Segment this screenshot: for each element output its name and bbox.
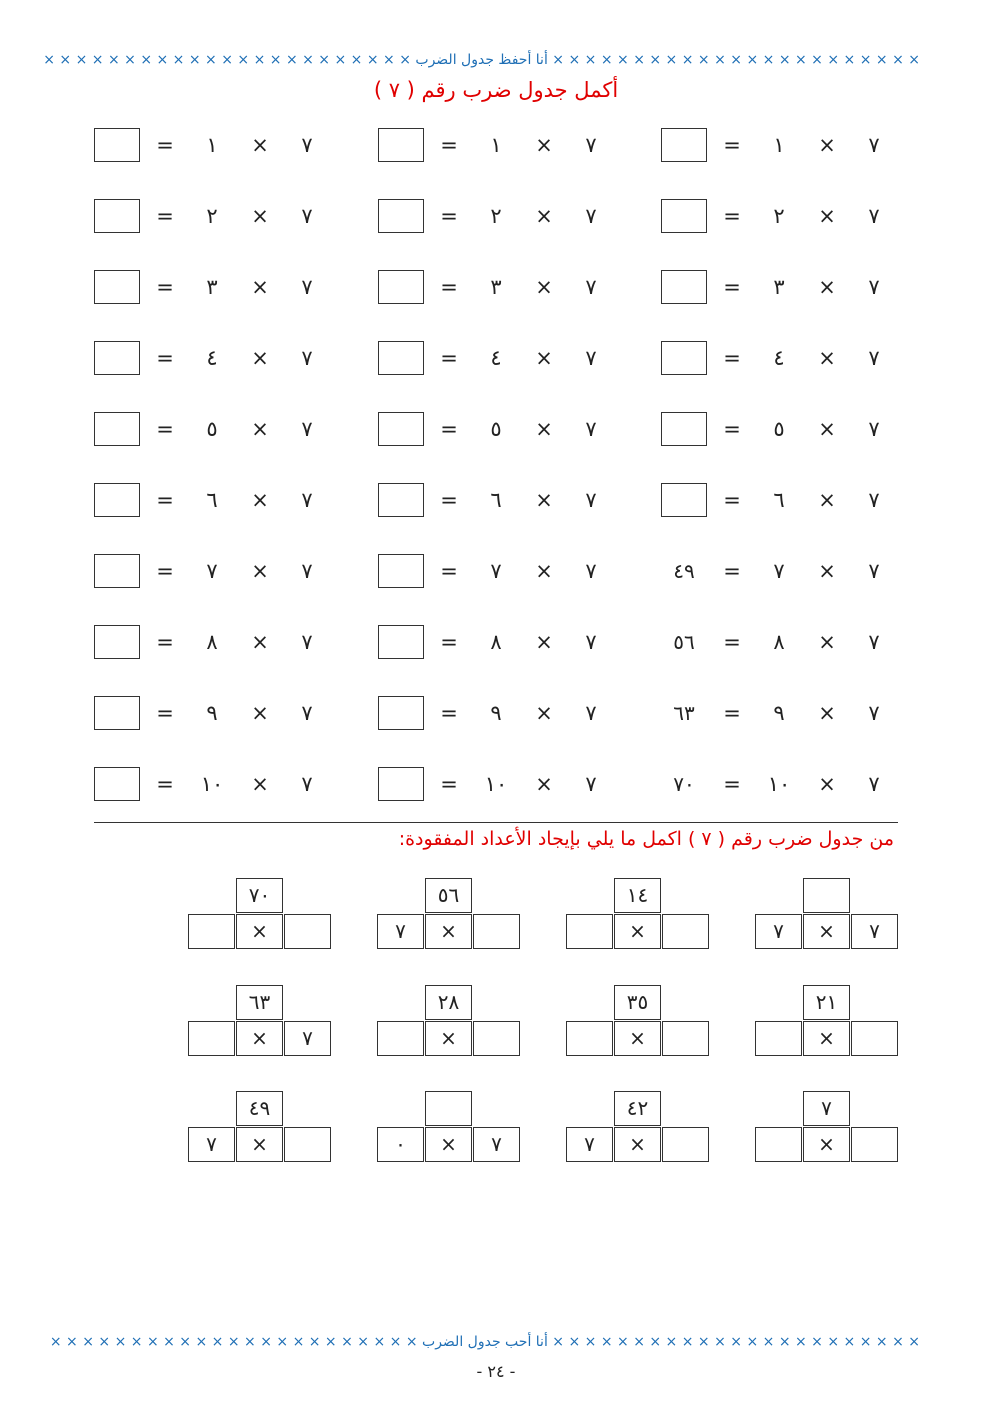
multiplicand: ٧ — [868, 559, 880, 583]
multiplicand: ٧ — [585, 772, 597, 796]
multiplicand: ٧ — [868, 204, 880, 228]
multiplicand: ٧ — [585, 346, 597, 370]
times-sign: × — [818, 275, 836, 299]
times-sign: × — [818, 417, 836, 441]
multiplier: ٦ — [490, 488, 502, 512]
multiplicand: ٧ — [585, 417, 597, 441]
equation-row — [378, 696, 608, 730]
equation-row — [661, 199, 891, 233]
multiplicand: ٧ — [585, 204, 597, 228]
equals-sign: = — [156, 133, 174, 157]
multiplicand: ٧ — [585, 133, 597, 157]
equation-row — [94, 767, 324, 801]
multiplier: ١ — [773, 133, 785, 157]
equals-sign: = — [723, 559, 741, 583]
equation-row — [661, 128, 891, 162]
factor-cell-right[interactable] — [284, 1127, 331, 1162]
times-sign: × — [535, 701, 553, 725]
answer-box[interactable] — [661, 199, 707, 233]
times-sign: × — [535, 488, 553, 512]
answer-box[interactable] — [94, 128, 140, 162]
equation-row — [94, 412, 324, 446]
times-sign: × — [251, 275, 269, 299]
equals-sign: = — [723, 275, 741, 299]
multiplier: ٣ — [773, 275, 785, 299]
multiplier: ٣ — [490, 275, 502, 299]
multiplier: ٢ — [490, 204, 502, 228]
multiplicand: ٧ — [868, 772, 880, 796]
factor-cell-left[interactable] — [566, 914, 613, 949]
times-sign: × — [818, 630, 836, 654]
times-cell: × — [803, 1021, 850, 1056]
times-cell: × — [614, 1021, 661, 1056]
factor-cell-right: ٧ — [284, 1021, 331, 1056]
factor-cell-right: ٧ — [851, 914, 898, 949]
answer-box[interactable] — [378, 625, 424, 659]
equals-sign: = — [440, 346, 458, 370]
answer-box[interactable] — [378, 767, 424, 801]
times-sign: × — [535, 346, 553, 370]
product-cell: ٤٩ — [236, 1091, 283, 1126]
times-sign: × — [818, 772, 836, 796]
multiplier: ٧ — [490, 559, 502, 583]
multiplicand: ٧ — [301, 630, 313, 654]
multiplicand: ٧ — [301, 133, 313, 157]
equation-row — [94, 625, 324, 659]
multiplicand: ٧ — [868, 133, 880, 157]
answer-box[interactable] — [661, 270, 707, 304]
multiplicand: ٧ — [868, 346, 880, 370]
equals-sign: = — [156, 559, 174, 583]
equation-row — [661, 625, 891, 659]
multiplier: ١ — [206, 133, 218, 157]
equation-row — [378, 554, 608, 588]
factor-cell-left: ٧ — [566, 1127, 613, 1162]
equation-row — [94, 483, 324, 517]
equals-sign: = — [440, 204, 458, 228]
multiplier: ١٠ — [484, 772, 508, 796]
multiplier: ٩ — [490, 701, 502, 725]
missing-number-puzzle — [188, 878, 332, 964]
multiplier: ٣ — [206, 275, 218, 299]
product-cell: ٥٦ — [425, 878, 472, 913]
missing-number-puzzle — [377, 878, 521, 964]
times-sign: × — [251, 488, 269, 512]
missing-number-puzzle — [566, 1091, 710, 1177]
equals-sign: = — [156, 488, 174, 512]
equals-sign: = — [156, 275, 174, 299]
equals-sign: = — [156, 630, 174, 654]
answer-box[interactable] — [378, 554, 424, 588]
equation-row — [378, 270, 608, 304]
times-cell: × — [425, 1127, 472, 1162]
equals-sign: = — [440, 559, 458, 583]
times-sign: × — [251, 630, 269, 654]
equals-sign: = — [440, 275, 458, 299]
times-cell: × — [803, 1127, 850, 1162]
multiplicand: ٧ — [868, 630, 880, 654]
multiplicand: ٧ — [585, 275, 597, 299]
equation-row — [378, 128, 608, 162]
multiplicand: ٧ — [868, 275, 880, 299]
equation-row — [661, 554, 891, 588]
equation-row — [661, 270, 891, 304]
multiplicand: ٧ — [301, 488, 313, 512]
times-sign: × — [251, 417, 269, 441]
multiplier: ١٠ — [200, 772, 224, 796]
times-cell: × — [803, 914, 850, 949]
missing-number-puzzle — [377, 985, 521, 1071]
answer-box[interactable] — [94, 270, 140, 304]
answer-box[interactable] — [661, 128, 707, 162]
equals-sign: = — [156, 417, 174, 441]
equation-row — [94, 270, 324, 304]
multiplier: ٦ — [206, 488, 218, 512]
times-sign: × — [251, 772, 269, 796]
multiplier: ١٠ — [767, 772, 791, 796]
times-sign: × — [535, 275, 553, 299]
answer-box[interactable] — [661, 412, 707, 446]
answer-box[interactable] — [94, 696, 140, 730]
equation-row — [378, 341, 608, 375]
section-title: من جدول ضرب رقم ( ٧ ) اكمل ما يلي بإيجاد الأعداد المفقودة: — [398, 828, 894, 850]
multiplicand: ٧ — [301, 701, 313, 725]
times-sign: × — [818, 701, 836, 725]
product-cell: ٣٥ — [614, 985, 661, 1020]
multiplicand: ٧ — [868, 701, 880, 725]
answer-value: ٥٦ — [673, 630, 695, 654]
answer-value: ٦٣ — [673, 701, 695, 725]
product-cell: ٧ — [803, 1091, 850, 1126]
missing-number-puzzle — [377, 1091, 521, 1177]
missing-number-puzzle — [755, 985, 899, 1071]
times-cell: × — [425, 1021, 472, 1056]
equals-sign: = — [723, 417, 741, 441]
times-sign: × — [251, 559, 269, 583]
product-cell[interactable] — [803, 878, 850, 913]
multiplicand: ٧ — [868, 417, 880, 441]
multiplier: ٢ — [773, 204, 785, 228]
times-sign: × — [251, 204, 269, 228]
times-sign: × — [535, 133, 553, 157]
times-cell: × — [236, 1021, 283, 1056]
factor-cell-left[interactable] — [188, 914, 235, 949]
times-cell: × — [614, 1127, 661, 1162]
product-cell: ١٤ — [614, 878, 661, 913]
times-cell: × — [236, 1127, 283, 1162]
multiplier: ٤ — [490, 346, 502, 370]
multiplicand: ٧ — [585, 630, 597, 654]
answer-box[interactable] — [94, 554, 140, 588]
equation-row — [661, 483, 891, 517]
multiplicand: ٧ — [585, 559, 597, 583]
times-sign: × — [818, 488, 836, 512]
factor-cell-right[interactable] — [662, 1021, 709, 1056]
times-cell: × — [236, 914, 283, 949]
times-sign: × — [535, 630, 553, 654]
equation-row — [661, 341, 891, 375]
equals-sign: = — [723, 204, 741, 228]
answer-box[interactable] — [661, 341, 707, 375]
header-banner: × × × × × × × × × × × × × × × × × × × × × × × أنا أحفظ جدول الضرب × × × × × × × × × × × × × × × × × × × × × × × — [43, 52, 920, 68]
answer-box[interactable] — [378, 128, 424, 162]
multiplicand: ٧ — [301, 275, 313, 299]
equals-sign: = — [723, 772, 741, 796]
times-sign: × — [535, 417, 553, 441]
equation-row — [94, 554, 324, 588]
factor-cell-right: ٧ — [473, 1127, 520, 1162]
missing-number-puzzle — [755, 1091, 899, 1177]
factor-cell-right[interactable] — [851, 1021, 898, 1056]
factor-cell-right[interactable] — [851, 1127, 898, 1162]
equation-row — [661, 412, 891, 446]
times-cell: × — [614, 914, 661, 949]
multiplicand: ٧ — [585, 488, 597, 512]
answer-box[interactable] — [378, 270, 424, 304]
factor-cell-right[interactable] — [662, 1127, 709, 1162]
equals-sign: = — [723, 701, 741, 725]
equation-row — [94, 199, 324, 233]
product-cell: ٤٢ — [614, 1091, 661, 1126]
multiplier: ٩ — [206, 701, 218, 725]
multiplier: ٨ — [490, 630, 502, 654]
multiplicand: ٧ — [301, 417, 313, 441]
multiplier: ٥ — [773, 417, 785, 441]
times-sign: × — [251, 133, 269, 157]
multiplier: ١ — [490, 133, 502, 157]
equation-row — [378, 625, 608, 659]
product-cell: ٢٨ — [425, 985, 472, 1020]
footer-banner: × × × × × × × × × × × × × × × × × × × × × × × أنا أحب جدول الضرب × × × × × × × × × × × × × × × × × × × × × × × — [49, 1334, 920, 1350]
answer-box[interactable] — [378, 412, 424, 446]
answer-box[interactable] — [94, 199, 140, 233]
answer-value: ٤٩ — [673, 559, 695, 583]
factor-cell-left[interactable] — [755, 1127, 802, 1162]
equals-sign: = — [440, 630, 458, 654]
answer-box[interactable] — [378, 483, 424, 517]
multiplicand: ٧ — [585, 701, 597, 725]
multiplier: ٥ — [206, 417, 218, 441]
answer-value: ٧٠ — [673, 772, 695, 796]
equals-sign: = — [440, 417, 458, 441]
answer-box[interactable] — [94, 341, 140, 375]
answer-box[interactable] — [94, 483, 140, 517]
times-sign: × — [818, 559, 836, 583]
missing-number-puzzle — [188, 985, 332, 1071]
multiplicand: ٧ — [301, 772, 313, 796]
section-divider — [94, 822, 898, 823]
answer-box[interactable] — [378, 341, 424, 375]
factor-cell-right[interactable] — [662, 914, 709, 949]
answer-box[interactable] — [661, 483, 707, 517]
times-sign: × — [535, 204, 553, 228]
equals-sign: = — [440, 772, 458, 796]
multiplier: ٨ — [206, 630, 218, 654]
equals-sign: = — [156, 346, 174, 370]
equation-row — [378, 412, 608, 446]
times-sign: × — [535, 772, 553, 796]
factor-cell-left[interactable] — [188, 1021, 235, 1056]
multiplier: ٢ — [206, 204, 218, 228]
multiplier: ٧ — [773, 559, 785, 583]
answer-box[interactable] — [94, 767, 140, 801]
product-cell: ٧٠ — [236, 878, 283, 913]
equation-row — [661, 767, 891, 801]
answer-box[interactable] — [94, 625, 140, 659]
times-sign: × — [818, 133, 836, 157]
page-title: أكمل جدول ضرب رقم ( ٧ ) — [373, 78, 619, 102]
equation-row — [94, 696, 324, 730]
equals-sign: = — [440, 488, 458, 512]
factor-cell-right[interactable] — [473, 1021, 520, 1056]
equation-row — [661, 696, 891, 730]
equals-sign: = — [723, 346, 741, 370]
factor-cell-right[interactable] — [473, 914, 520, 949]
multiplier: ٧ — [206, 559, 218, 583]
equals-sign: = — [440, 701, 458, 725]
answer-box[interactable] — [378, 696, 424, 730]
factor-cell-left: ٧ — [188, 1127, 235, 1162]
product-cell[interactable] — [425, 1091, 472, 1126]
times-cell: × — [425, 914, 472, 949]
missing-number-puzzle — [566, 878, 710, 964]
answer-box[interactable] — [94, 412, 140, 446]
multiplicand: ٧ — [301, 346, 313, 370]
equation-row — [378, 767, 608, 801]
factor-cell-left[interactable] — [755, 1021, 802, 1056]
multiplicand: ٧ — [301, 204, 313, 228]
multiplier: ٩ — [773, 701, 785, 725]
equals-sign: = — [723, 133, 741, 157]
factor-cell-left[interactable] — [566, 1021, 613, 1056]
multiplicand: ٧ — [868, 488, 880, 512]
times-sign: × — [251, 701, 269, 725]
times-sign: × — [535, 559, 553, 583]
missing-number-puzzle — [755, 878, 899, 964]
multiplier: ٨ — [773, 630, 785, 654]
equation-row — [94, 341, 324, 375]
factor-cell-left: ٧ — [755, 914, 802, 949]
missing-number-puzzle — [188, 1091, 332, 1177]
factor-cell-left: ٠ — [377, 1127, 424, 1162]
equals-sign: = — [440, 133, 458, 157]
product-cell: ٦٣ — [236, 985, 283, 1020]
times-sign: × — [251, 346, 269, 370]
factor-cell-left[interactable] — [377, 1021, 424, 1056]
multiplier: ٤ — [206, 346, 218, 370]
equals-sign: = — [156, 772, 174, 796]
equation-row — [378, 483, 608, 517]
missing-number-puzzle — [566, 985, 710, 1071]
equation-row — [94, 128, 324, 162]
factor-cell-left: ٧ — [377, 914, 424, 949]
page-number: - ٢٤ - — [476, 1362, 516, 1381]
multiplier: ٤ — [773, 346, 785, 370]
multiplier: ٦ — [773, 488, 785, 512]
multiplicand: ٧ — [301, 559, 313, 583]
equals-sign: = — [156, 204, 174, 228]
equation-row — [378, 199, 608, 233]
answer-box[interactable] — [378, 199, 424, 233]
product-cell: ٢١ — [803, 985, 850, 1020]
factor-cell-right[interactable] — [284, 914, 331, 949]
times-sign: × — [818, 346, 836, 370]
equals-sign: = — [723, 630, 741, 654]
equals-sign: = — [156, 701, 174, 725]
equals-sign: = — [723, 488, 741, 512]
times-sign: × — [818, 204, 836, 228]
multiplier: ٥ — [490, 417, 502, 441]
